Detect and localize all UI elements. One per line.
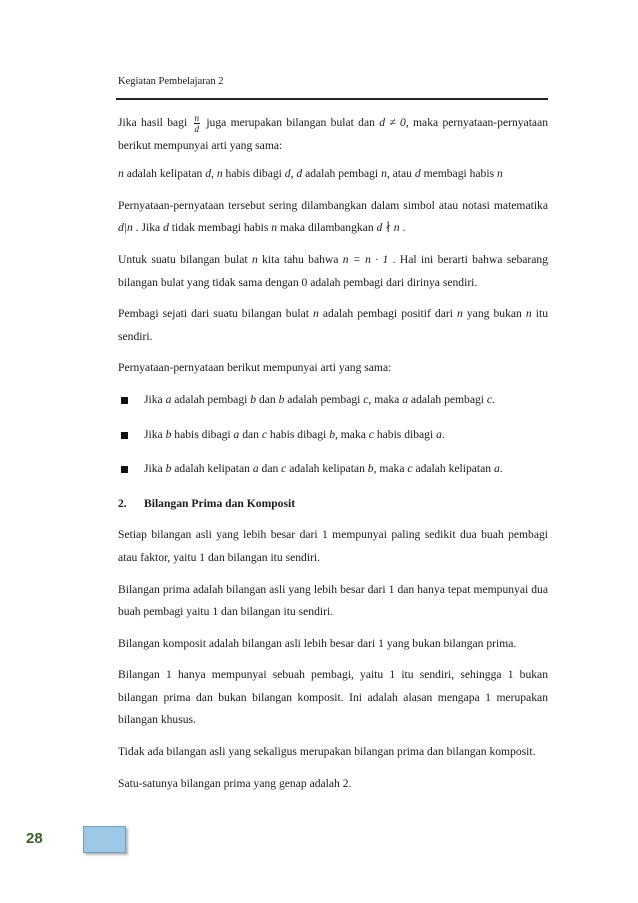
var: n bbox=[457, 307, 463, 321]
text: . bbox=[492, 392, 495, 406]
paragraph-5: Tidak ada bilangan asli yang sekaligus merupakan bilangan prima dan bilangan komposit. bbox=[118, 745, 536, 759]
text: adalah pembagi bbox=[284, 392, 364, 406]
bullet-item-2 bbox=[118, 424, 548, 447]
fraction-numerator: n bbox=[194, 112, 199, 123]
text: habis dibagi bbox=[222, 167, 285, 181]
bullet-item-1 bbox=[118, 389, 548, 412]
text: , maka bbox=[373, 462, 408, 476]
var: c bbox=[281, 462, 287, 476]
text: Untuk suatu bilangan bulat bbox=[118, 252, 252, 266]
var: n bbox=[216, 167, 223, 181]
paragraph-statements-intro: Pernyataan-pernyataan berikut mempunyai arti yang sama: bbox=[118, 361, 392, 375]
text: habis dibagi bbox=[171, 427, 234, 441]
var: n bbox=[118, 167, 124, 181]
text: Jika hasil bagi bbox=[118, 116, 188, 129]
var: a bbox=[252, 462, 259, 476]
var: d bbox=[163, 221, 169, 235]
fraction-n-over-d bbox=[194, 113, 201, 134]
math-n-equals-n-times-1: n = n · 1 bbox=[342, 252, 389, 266]
var: a bbox=[165, 392, 172, 406]
text: Pembagi sejati dari suatu bilangan bulat bbox=[118, 307, 314, 321]
text: Jika bbox=[144, 427, 166, 441]
var: b bbox=[250, 392, 257, 406]
var: n bbox=[525, 307, 532, 321]
text: , maka bbox=[368, 392, 403, 406]
text: habis dibagi bbox=[267, 427, 330, 441]
fraction-denominator: d bbox=[194, 123, 199, 134]
text: Jika bbox=[144, 462, 166, 476]
var: d bbox=[205, 167, 212, 181]
bullet-square-icon bbox=[121, 466, 128, 473]
var: c bbox=[407, 462, 413, 476]
page-number-box bbox=[83, 826, 126, 853]
text: , bbox=[290, 167, 297, 181]
paragraph-quotient bbox=[118, 112, 548, 157]
math-d-not-zero: d ≠ 0 bbox=[379, 116, 406, 129]
text: , bbox=[211, 167, 217, 181]
var: a bbox=[233, 427, 240, 441]
bullet-square-icon bbox=[121, 397, 128, 404]
var: b bbox=[278, 392, 285, 406]
var: b bbox=[367, 462, 374, 476]
text: . bbox=[499, 462, 503, 476]
var: c bbox=[261, 427, 268, 441]
paragraph-3: Bilangan komposit adalah bilangan asli lebih besar dari 1 yang bukan bilangan prima. bbox=[118, 636, 517, 650]
text: adalah kelipatan bbox=[286, 462, 368, 476]
paragraph-1: Setiap bilangan asli yang lebih besar dari 1 mempunyai paling sedikit dua buah pembagi atau faktor, yaitu 1 dan bilangan itu sendiri. bbox=[118, 528, 548, 564]
text: Pernyataan-pernyataan tersebut sering dilambangkan dalam simbol atau notasi matematika bbox=[118, 198, 548, 212]
var: d bbox=[284, 167, 291, 181]
var: d bbox=[296, 167, 303, 181]
text: maka dilambangkan bbox=[277, 221, 377, 235]
paragraph-6: Satu-satunya bilangan prima yang genap adalah 2. bbox=[118, 776, 352, 790]
text: . Jika bbox=[132, 221, 164, 235]
var: c bbox=[368, 427, 374, 441]
var: b bbox=[329, 427, 335, 441]
var: a bbox=[494, 462, 500, 476]
section-number: 2. bbox=[118, 496, 127, 510]
text: dan bbox=[256, 392, 279, 406]
text: adalah pembagi bbox=[171, 392, 251, 406]
bullet-square-icon bbox=[121, 432, 128, 439]
text: kita tahu bahwa bbox=[257, 252, 343, 266]
text: , atau bbox=[386, 167, 415, 181]
math-divides: d|n bbox=[118, 221, 133, 235]
var: d bbox=[414, 167, 421, 181]
paragraph-proper-divisor bbox=[118, 303, 548, 348]
var: n bbox=[381, 167, 387, 181]
var: n bbox=[313, 307, 319, 321]
text: itu sendiri. bbox=[118, 307, 548, 343]
var: a bbox=[402, 392, 409, 406]
text: . Hal ini berarti bahwa sebarang bilangan bulat yang tidak sama dengan 0 adalah pembagi dari dirinya sendiri. bbox=[118, 252, 548, 289]
text: . bbox=[441, 427, 445, 441]
paragraph-2: Bilangan prima adalah bilangan asli yang lebih besar dari 1 dan hanya tepat mempunyai dua buah pembagi yaitu 1 dan bilangan itu sendiri. bbox=[118, 582, 548, 619]
section-heading bbox=[118, 493, 548, 516]
page-header: Kegiatan Pembelajaran 2 bbox=[118, 76, 224, 87]
var: b bbox=[165, 427, 172, 441]
paragraph-equivalents bbox=[118, 163, 548, 186]
text: membagi habis bbox=[420, 167, 497, 181]
text: adalah pembagi bbox=[408, 392, 487, 406]
text: yang bukan bbox=[462, 307, 526, 321]
text: , maka bbox=[334, 427, 369, 441]
text: Jika bbox=[144, 392, 166, 406]
var: n bbox=[251, 252, 258, 266]
text: adalah kelipatan bbox=[171, 462, 253, 476]
var: n bbox=[496, 167, 503, 181]
text: adalah kelipatan bbox=[412, 462, 494, 476]
page-number: 28 bbox=[26, 830, 43, 847]
page-content bbox=[118, 112, 548, 804]
bullet-item-3 bbox=[118, 458, 548, 481]
header-rule bbox=[116, 98, 548, 100]
text: juga merupakan bilangan bulat dan bbox=[206, 116, 375, 129]
text: adalah kelipatan bbox=[123, 167, 206, 181]
paragraph-4: Bilangan 1 hanya mempunyai sebuah pembagi, yaitu 1 itu sendiri, sehingga 1 bukan bilangan prima dan bukan bilangan komposit. Ini adalah alasan mengapa 1 merupakan bilangan khusus. bbox=[118, 668, 548, 727]
text: adalah pembagi positif dari bbox=[318, 307, 458, 321]
text: . bbox=[399, 221, 406, 235]
text: dan bbox=[258, 462, 282, 476]
text: habis dibagi bbox=[373, 427, 437, 441]
math-not-divides: d ∤ n bbox=[376, 221, 400, 235]
var: n bbox=[271, 221, 278, 235]
text: dan bbox=[239, 427, 262, 441]
var: b bbox=[165, 462, 172, 476]
var: a bbox=[436, 427, 442, 441]
var: c bbox=[363, 392, 369, 406]
text: tidak membagi habis bbox=[168, 221, 272, 235]
text: adalah pembagi bbox=[302, 167, 382, 181]
text: , maka pernyataan-pernyataan berikut mempunyai arti yang sama: bbox=[118, 116, 549, 152]
paragraph-notation bbox=[118, 195, 548, 240]
var: c bbox=[486, 392, 493, 406]
section-title: Bilangan Prima dan Komposit bbox=[144, 496, 296, 510]
paragraph-self-divisor bbox=[118, 249, 548, 294]
